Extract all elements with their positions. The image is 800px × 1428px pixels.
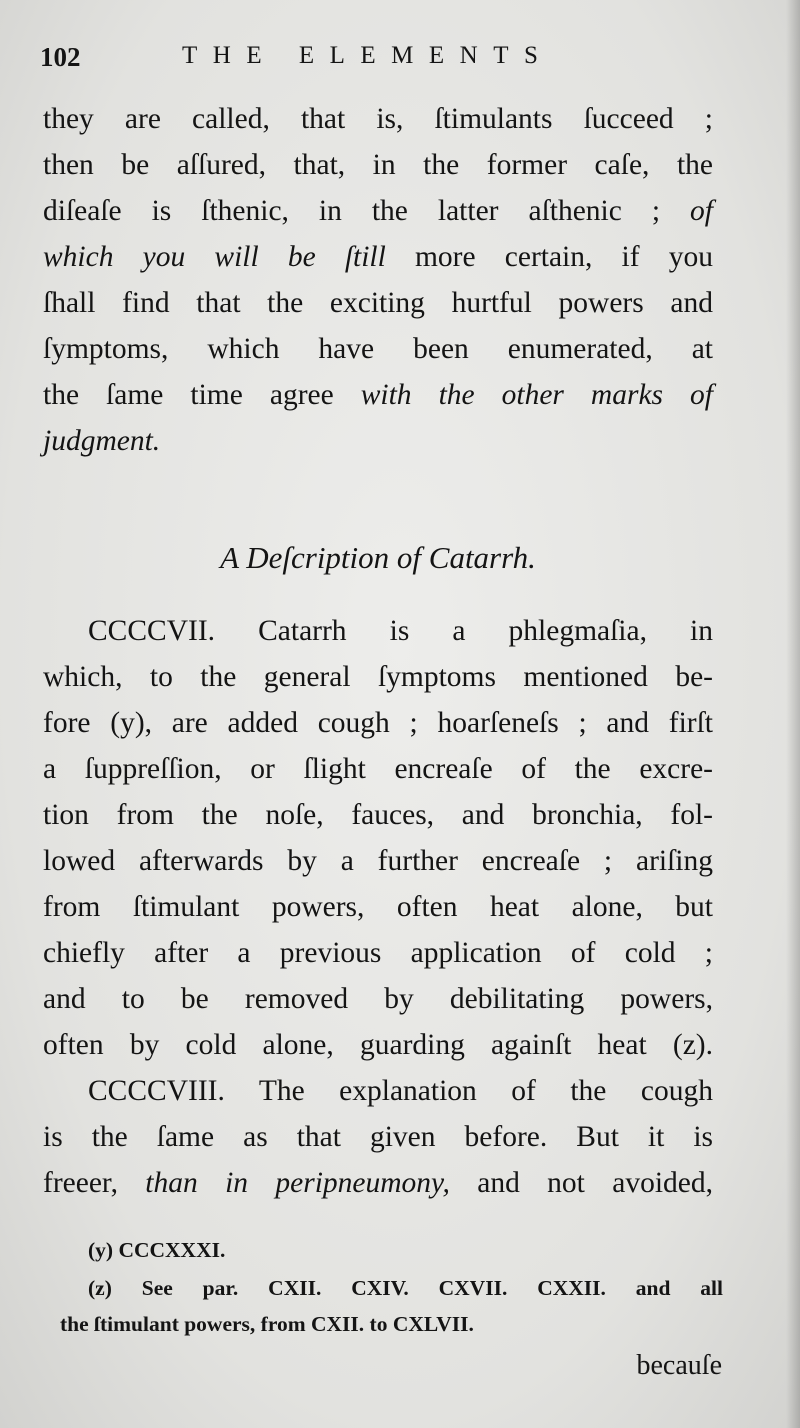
text-line: and to be removed by debilitating powers, [43,983,713,1015]
text-line: is the ſame as that given before. But it is [43,1121,713,1153]
text-line: judgment. [43,425,161,457]
section-heading: A Deſcription of Catarrh. [220,540,536,575]
page-header [40,42,740,82]
text-line: which you will be ſtill more certain, if you [43,241,713,273]
text-line: ſhall find that the exciting hurtful powers and [43,287,713,319]
text-line: diſeaſe is ſthenic, in the latter aſthenic ; of [43,195,713,227]
text-line: freeer, than in peripneumony, and not avoided, [43,1167,713,1199]
text-line: they are called, that is, ſtimulants ſucceed ; [43,103,713,135]
page-number: 102 [40,42,81,72]
footnote-z: (z) See par. CXII. CXIV. CXVII. CXXII. and all [88,1276,723,1300]
page-edge-shadow [786,0,800,1428]
text-line: CCCCVIII. The explanation of the cough [88,1075,713,1107]
text-line: often by cold alone, guarding againſt heat (z). [43,1029,713,1061]
text-line: CCCCVII. Catarrh is a phlegmaſia, in [88,615,713,647]
text-line: from ſtimulant powers, often heat alone, but [43,891,713,923]
text-line: ſymptoms, which have been enumerated, at [43,333,713,365]
text-line: which, to the general ſymptoms mentioned be- [43,661,713,693]
text-line: the ſame time agree with the other marks of [43,379,713,411]
text-line: fore (y), are added cough ; hoarſeneſs ; and firſt [43,707,713,739]
text-line: a ſuppreſſion, or ſlight encreaſe of the excre- [43,753,713,785]
running-head: THE ELEMENTS [182,42,554,69]
text-line: tion from the noſe, fauces, and bronchia, fol- [43,799,713,831]
text-line: then be aſſured, that, in the former caſe, the [43,149,713,181]
footnote-y: (y) CCCXXXI. [88,1238,226,1262]
footnote-z-continued: the ſtimulant powers, from CXII. to CXLVII. [60,1312,474,1336]
text-line: lowed afterwards by a further encreaſe ; ariſing [43,845,713,877]
text-line: chiefly after a previous application of cold ; [43,937,713,969]
catchword: becauſe [636,1350,722,1381]
